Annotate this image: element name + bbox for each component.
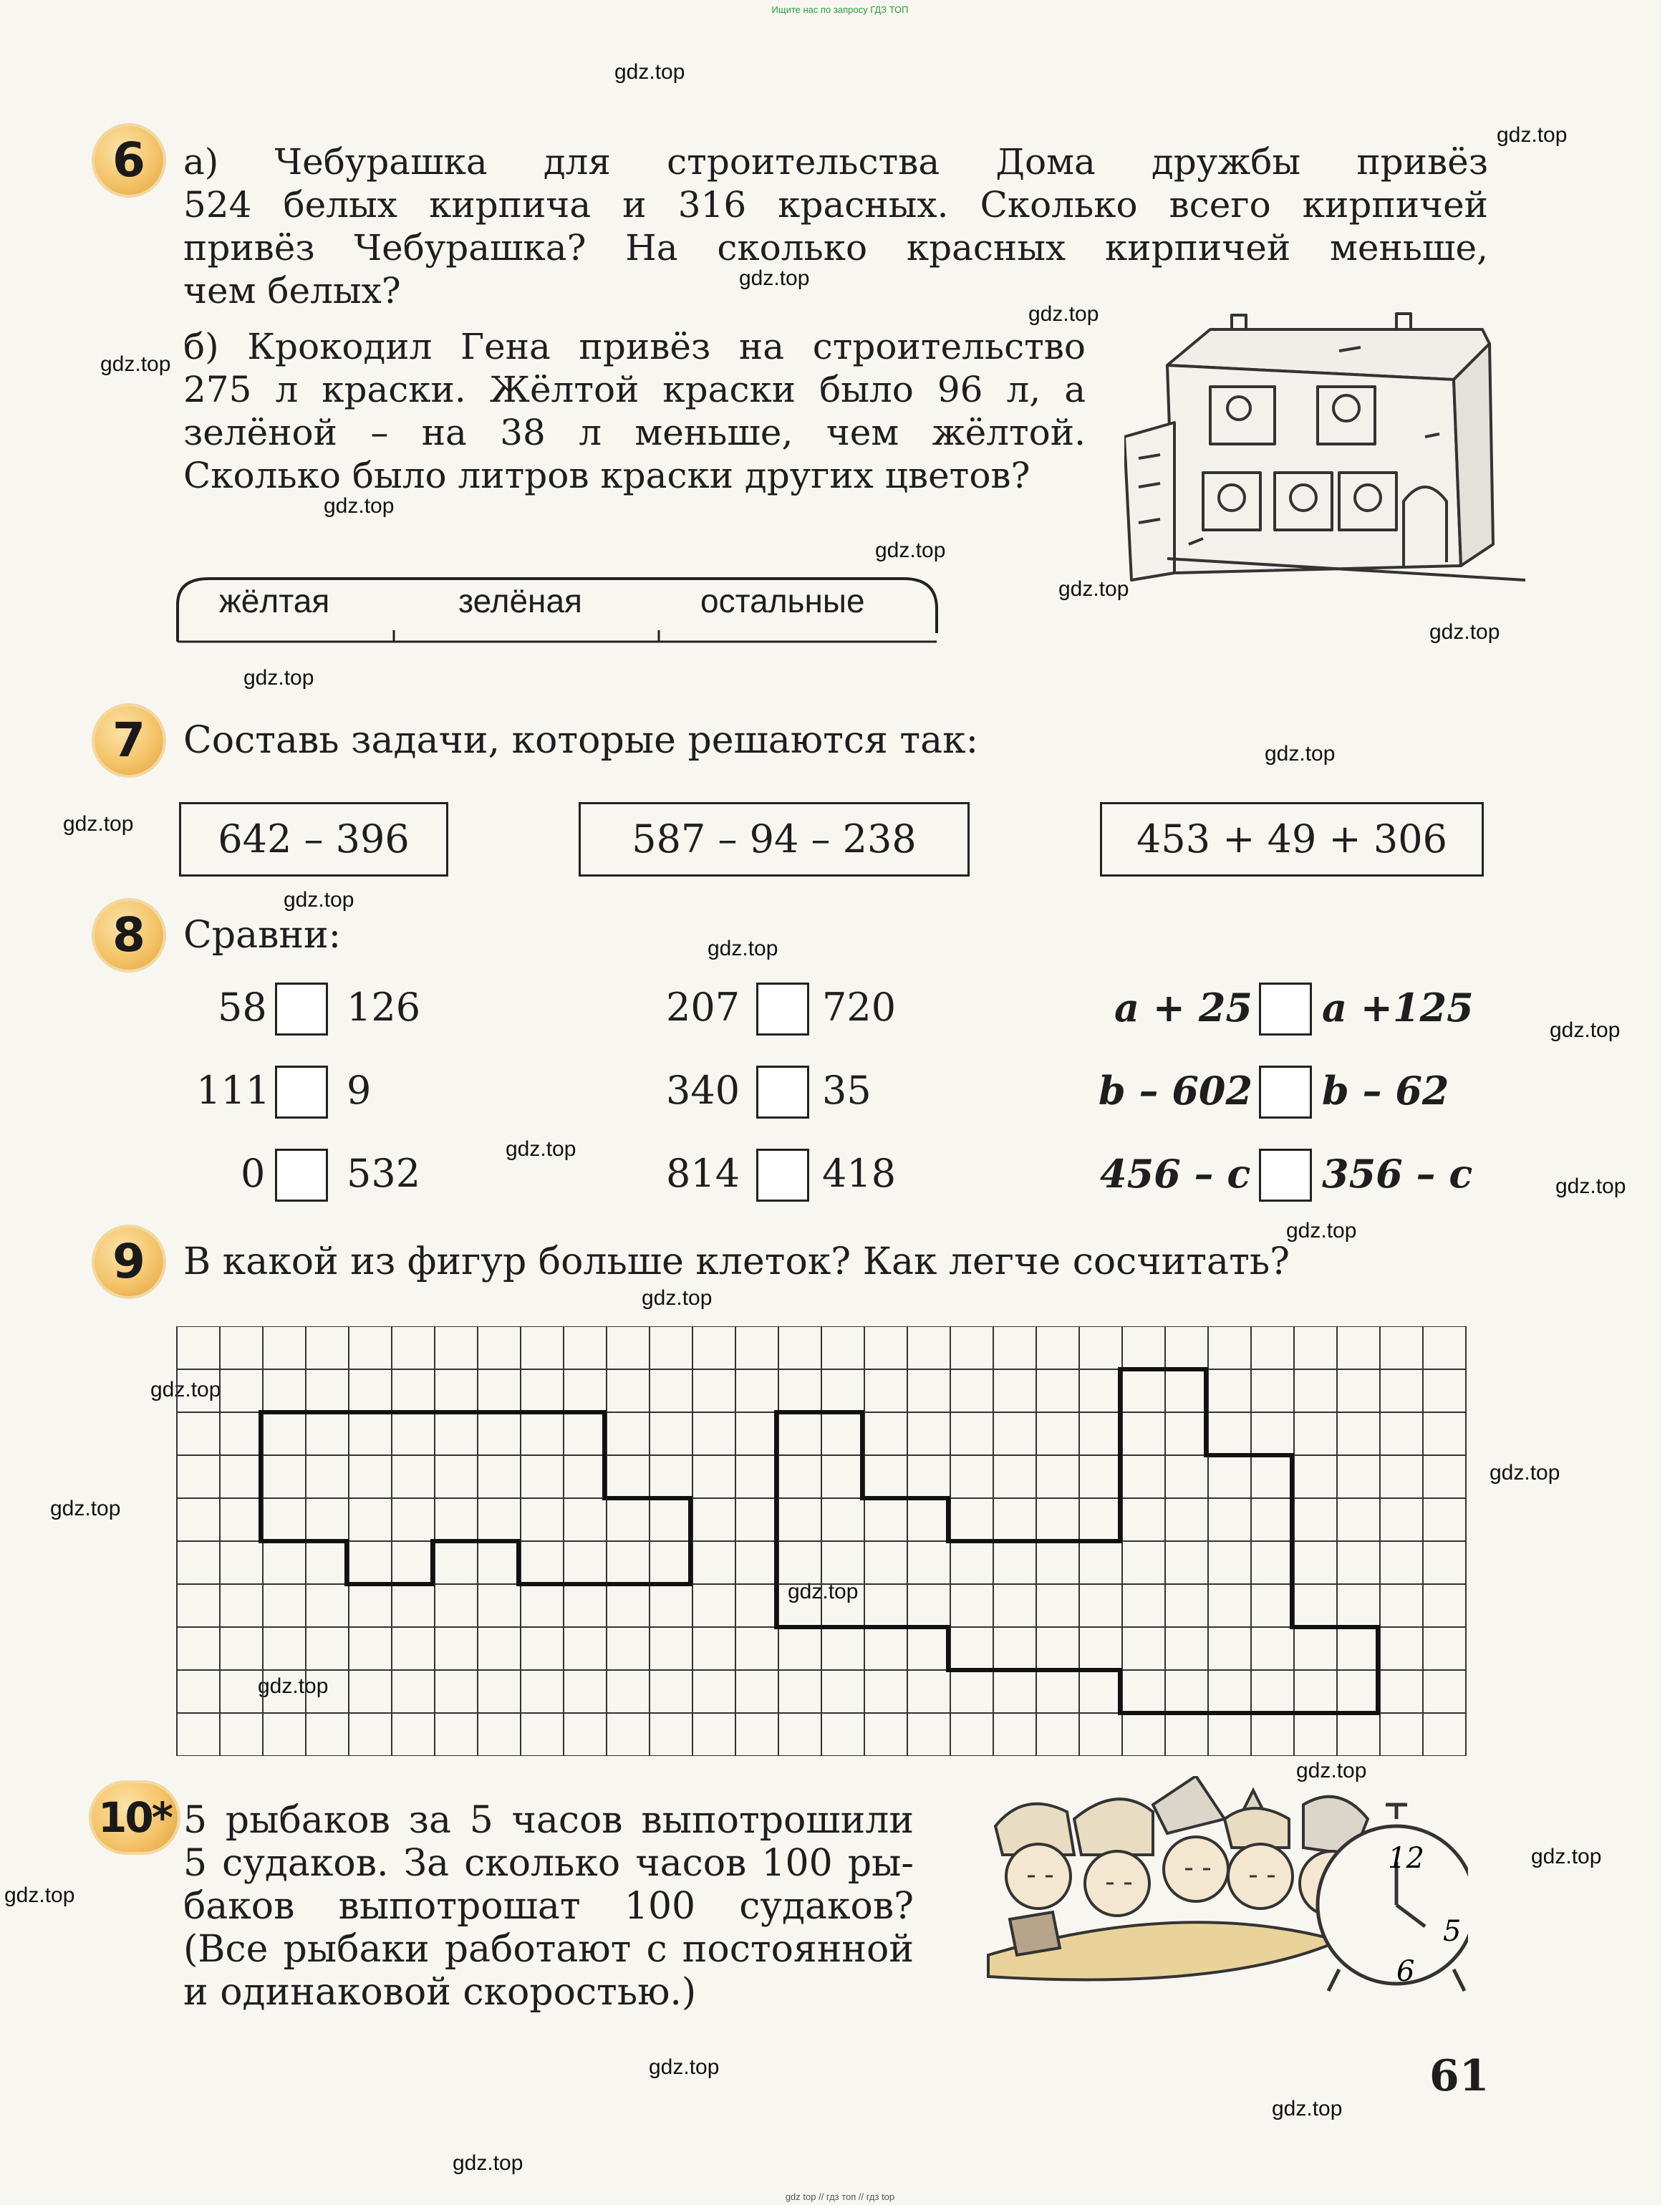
compare-answer-box[interactable] <box>756 1066 809 1119</box>
task10-text <box>183 1799 914 1971</box>
compare-left: 207 <box>666 985 740 1030</box>
segment-label-green: зелёная <box>458 582 582 619</box>
compare-right: 720 <box>822 985 897 1030</box>
expression-box: 453 + 49 + 306 <box>1100 802 1484 877</box>
text-line: (Все рыбаки работают с постоянной <box>183 1928 914 1971</box>
clock-number: 12 <box>1388 1842 1424 1875</box>
watermark: gdz.top <box>1296 1759 1367 1782</box>
grid-lines <box>177 1326 1466 1756</box>
task6-part-a-end: чем белых? <box>183 270 401 312</box>
compare-right: 9 <box>347 1068 372 1113</box>
compare-left: 0 <box>241 1151 266 1196</box>
compare-answer-box[interactable] <box>756 1149 809 1202</box>
task-number-badge: 9 <box>95 1227 163 1296</box>
task-number-badge: 6 <box>95 126 163 195</box>
watermark: gdz.top <box>1058 577 1129 601</box>
compare-left: 58 <box>218 985 267 1030</box>
watermark: gdz.top <box>788 1580 859 1603</box>
text-line: 275 л краски. Жёлтой краски было 96 л, а <box>183 369 1086 410</box>
watermark: gdz.top <box>1272 2097 1343 2120</box>
watermark: gdz.top <box>258 1674 329 1698</box>
text-line: б) Крокодил Гена привёз на строительство <box>183 326 1086 367</box>
segment-label-yellow: жёлтая <box>219 582 330 619</box>
watermark: gdz.top <box>1265 742 1336 766</box>
compare-left: 456 – c <box>1100 1151 1251 1197</box>
task8-title: Сравни: <box>183 914 342 957</box>
watermark: gdz.top <box>875 539 946 562</box>
watermark: gdz.top <box>614 60 685 84</box>
compare-answer-box[interactable] <box>275 1149 328 1202</box>
bottom-note: gdz top // гдз топ // гдз top <box>785 2191 895 2202</box>
compare-answer-box[interactable] <box>275 983 328 1036</box>
compare-answer-box[interactable] <box>275 1066 328 1119</box>
task6-part-a <box>183 140 1488 269</box>
compare-left: 340 <box>666 1068 740 1113</box>
compare-right: 356 – c <box>1322 1151 1473 1197</box>
top-note: Ищите нас по запросу ГДЗ ТОП <box>771 4 909 15</box>
compare-right: 126 <box>347 985 421 1030</box>
compare-left: 111 <box>196 1068 271 1113</box>
house-illustration <box>1124 308 1525 594</box>
watermark: gdz.top <box>642 1286 713 1310</box>
watermark: gdz.top <box>243 666 314 690</box>
watermark: gdz.top <box>284 888 354 912</box>
text-line: 5 судаков. За сколько часов 100 ры- <box>183 1842 914 1885</box>
compare-right: 532 <box>347 1151 421 1196</box>
compare-left: b – 602 <box>1099 1068 1253 1114</box>
compare-right: a +125 <box>1322 985 1474 1031</box>
watermark: gdz.top <box>1490 1461 1560 1485</box>
compare-right: b – 62 <box>1322 1068 1449 1114</box>
clock-number: 6 <box>1396 1955 1415 1988</box>
text-line: привёз Чебурашка? На сколько красных кирпичей меньше, <box>183 227 1488 269</box>
text-line: зелёной – на 38 л меньше, чем жёлтой. <box>183 412 1086 453</box>
watermark: gdz.top <box>100 352 171 376</box>
compare-right: 35 <box>822 1068 872 1113</box>
text-line: а) Чебурашка для строительства Дома дружбы привёз <box>183 141 1488 183</box>
clock-number: 5 <box>1443 1915 1462 1948</box>
compare-answer-box[interactable] <box>1259 1066 1312 1119</box>
task-number-badge: 8 <box>95 901 163 970</box>
task6-part-b <box>183 325 1086 454</box>
watermark: gdz.top <box>1429 620 1500 644</box>
watermark: gdz.top <box>1531 1845 1602 1868</box>
compare-right: 418 <box>822 1151 897 1196</box>
compare-answer-box[interactable] <box>756 983 809 1036</box>
watermark: gdz.top <box>1555 1174 1626 1198</box>
compare-answer-box[interactable] <box>1259 983 1312 1036</box>
task6-part-b-end: Сколько было литров краски других цветов? <box>183 455 1030 496</box>
task7-title: Составь задачи, которые решаются так: <box>183 719 979 762</box>
watermark: gdz.top <box>50 1497 121 1520</box>
watermark: gdz.top <box>506 1137 576 1161</box>
watermark: gdz.top <box>649 2055 720 2079</box>
task-number-badge: 10* <box>92 1783 178 1852</box>
watermark: gdz.top <box>63 812 134 836</box>
watermark: gdz.top <box>1028 302 1099 326</box>
watermark: gdz.top <box>739 266 810 290</box>
text-line: баков выпотрошат 100 судаков? <box>183 1885 914 1928</box>
compare-answer-box[interactable] <box>1259 1149 1312 1202</box>
watermark: gdz.top <box>1497 123 1568 147</box>
text-line: 524 белых кирпича и 316 красных. Сколько всего кирпичей <box>183 184 1488 226</box>
watermark: gdz.top <box>150 1378 221 1401</box>
watermark: gdz.top <box>453 2151 523 2175</box>
segment-label-other: остальные <box>700 582 865 619</box>
expression-box: 587 – 94 – 238 <box>579 802 970 877</box>
task9-title: В какой из фигур больше клеток? Как легче сосчитать? <box>183 1240 1290 1283</box>
page-edge <box>1661 0 1680 2205</box>
watermark: gdz.top <box>1550 1018 1621 1042</box>
expression-box: 642 – 396 <box>179 802 448 877</box>
watermark: gdz.top <box>1286 1219 1357 1243</box>
task10-text-end: и одинаковой скоростью.) <box>183 1971 697 2014</box>
watermark: gdz.top <box>324 494 395 518</box>
fishermen-illustration <box>967 1776 1468 2020</box>
compare-left: 814 <box>666 1151 740 1196</box>
task-number-badge: 7 <box>95 706 163 775</box>
watermark: gdz.top <box>708 937 778 960</box>
grid-figures <box>175 1326 1492 1756</box>
watermark: gdz.top <box>4 1883 75 1907</box>
text-line: 5 рыбаков за 5 часов выпотрошили <box>183 1799 914 1842</box>
page-number: 61 <box>1429 2051 1490 2101</box>
compare-left: a + 25 <box>1114 985 1252 1031</box>
